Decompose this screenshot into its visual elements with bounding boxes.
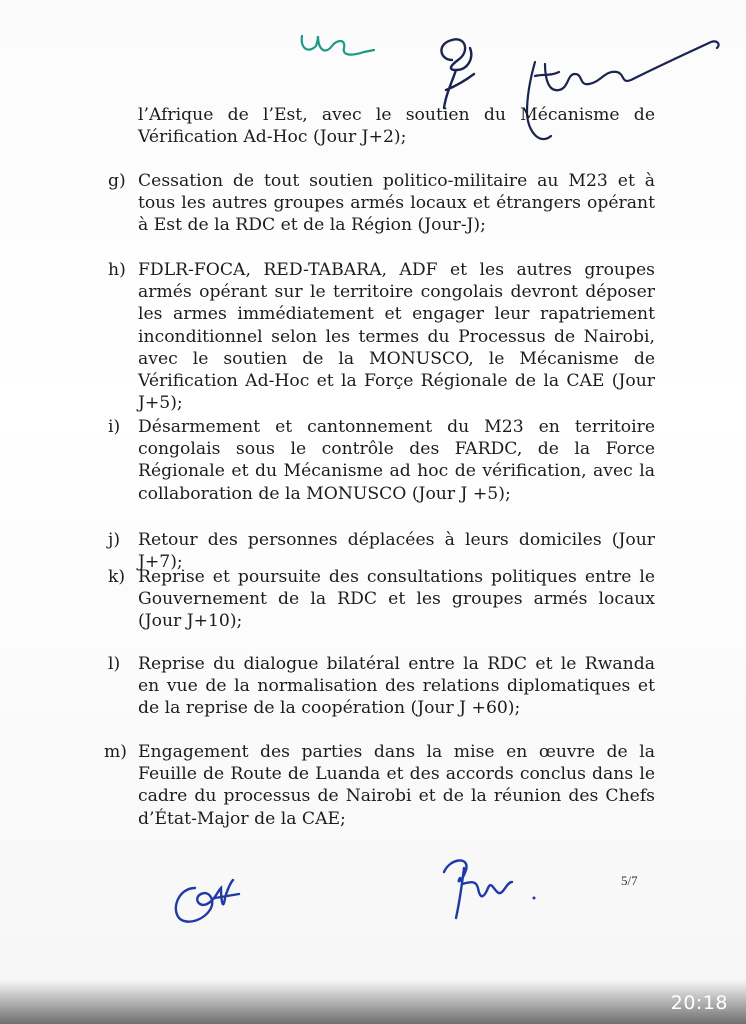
item-marker-k: k) — [108, 567, 126, 587]
item-text-j: Retour des personnes déplacées à leurs domiciles (Jour J+7); — [138, 530, 655, 573]
status-time: 20:18 — [670, 992, 728, 1014]
item-text-h: FDLR-FOCA, RED-TABARA, ADF et les autres groupes armés opérant sur le territoire congolais devront déposer les armes immédiatement et engager leur rapatriement inconditionnel selon les termes du Processus de Nairobi, avec le soutien de la MONUSCO, le Mécanisme de Vérification Ad-Hoc et la Forçe Régionale de la CAE (Jour J+5); — [138, 260, 655, 414]
item-marker-i: i) — [108, 417, 121, 437]
item-marker-l: l) — [108, 654, 121, 674]
bottom-left-signature — [165, 868, 245, 928]
bottom-center-signature — [436, 848, 546, 926]
item-marker-g: g) — [108, 171, 126, 191]
item-text-l: Reprise du dialogue bilatéral entre la RDC et le Rwanda en vue de la normalisation des relations diplomatiques et de la reprise de la coopération (Jour J +60); — [138, 654, 655, 719]
page-number: 5/7 — [621, 873, 638, 888]
continuation-line-1: l’Afrique de l’Est, avec le soutien du Mécanisme de — [138, 105, 655, 125]
item-text-i: Désarmement et cantonnement du M23 en territoire congolais sous le contrôle des FARDC, de la Force Régionale et du Mécanisme ad hoc de vérification, avec la collaboration de la MONUSCO (Jour J +5); — [138, 417, 655, 504]
item-marker-m: m) — [104, 742, 128, 762]
item-text-k: Reprise et poursuite des consultations politiques entre le Gouvernement de la RDC et les groupes armés locaux (Jour J+10); — [138, 567, 655, 632]
continuation-line-2: Vérification Ad-Hoc (Jour J+2); — [138, 127, 407, 147]
status-bar — [0, 980, 746, 1024]
item-marker-h: h) — [108, 260, 126, 280]
initial-teal-signature — [298, 28, 378, 62]
initial-signature-2 — [422, 30, 490, 112]
item-marker-j: j) — [108, 530, 121, 550]
item-text-m: Engagement des parties dans la mise en œuvre de la Feuille de Route de Luanda et des accords conclus dans le cadre du processus de Nairobi et de la réunion des Chefs d’État-Major de la CAE; — [138, 742, 655, 829]
item-text-g: Cessation de tout soutien politico-militaire au M23 et à tous les autres groupes armés locaux et étrangers opérant à Est de la RDC et de la Région (Jour-J); — [138, 171, 655, 236]
